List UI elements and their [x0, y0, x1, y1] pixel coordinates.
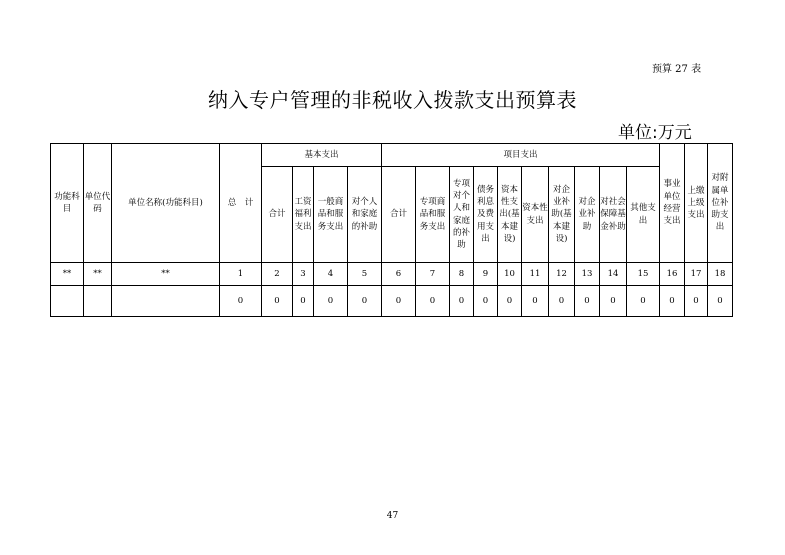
data-cell: 0	[685, 286, 708, 317]
header-unit-code: 单位代码	[84, 144, 112, 263]
index-cell: 3	[293, 263, 314, 286]
data-cell: 0	[708, 286, 733, 317]
data-cell: 0	[600, 286, 627, 317]
index-cell: 15	[627, 263, 660, 286]
index-cell: **	[112, 263, 220, 286]
data-row	[51, 286, 733, 317]
header-capital-construction: 资本性支出(基本建设)	[498, 167, 522, 263]
index-cell: 18	[708, 263, 733, 286]
data-cell: 0	[416, 286, 450, 317]
data-cell: 0	[627, 286, 660, 317]
data-cell: 0	[314, 286, 348, 317]
index-cell: 1	[220, 263, 262, 286]
header-capital: 资本性支出	[522, 167, 549, 263]
header-general-goods: 一般商品和服务支出	[314, 167, 348, 263]
index-cell: 12	[549, 263, 575, 286]
index-cell: 11	[522, 263, 549, 286]
header-individual-subsidy: 对个人和家庭的补助	[348, 167, 382, 263]
header-enterprise-construction: 对企业补助(基本建设)	[549, 167, 575, 263]
header-unit-name: 单位名称(功能科目)	[112, 144, 220, 263]
index-cell: 10	[498, 263, 522, 286]
header-wages: 工资福利支出	[293, 167, 314, 263]
index-cell: 6	[382, 263, 416, 286]
index-cell: 9	[474, 263, 498, 286]
header-other: 其他支出	[627, 167, 660, 263]
header-debt-interest: 债务利息及费用支出	[474, 167, 498, 263]
header-institution-operation: 事业单位经营支出	[660, 144, 685, 263]
header-enterprise: 对企业补助	[575, 167, 600, 263]
header-project-total: 合计	[382, 167, 416, 263]
header-special-individual: 专项对个人和家庭的补助	[450, 167, 474, 263]
data-cell: 0	[348, 286, 382, 317]
index-cell: **	[51, 263, 84, 286]
index-cell: 17	[685, 263, 708, 286]
header-project-group: 项目支出	[382, 144, 660, 167]
index-cell: 7	[416, 263, 450, 286]
index-row	[51, 263, 733, 286]
header-total: 总 计	[220, 144, 262, 263]
data-cell: 0	[522, 286, 549, 317]
data-cell: 0	[382, 286, 416, 317]
data-cell: 0	[660, 286, 685, 317]
data-cell: 0	[262, 286, 293, 317]
header-affiliated-subsidy: 对附属单位补助支出	[708, 144, 733, 263]
index-cell: 8	[450, 263, 474, 286]
page-title: 纳入专户管理的非税收入拨款支出预算表	[208, 88, 577, 112]
unit-label: 单位:万元	[618, 123, 692, 143]
page-number: 47	[386, 511, 399, 521]
data-cell: 0	[549, 286, 575, 317]
index-cell: 5	[348, 263, 382, 286]
index-cell: **	[84, 263, 112, 286]
index-cell: 14	[600, 263, 627, 286]
data-cell: 0	[450, 286, 474, 317]
index-cell: 16	[660, 263, 685, 286]
table-number: 预算 27 表	[652, 64, 702, 75]
index-cell: 2	[262, 263, 293, 286]
data-cell: 0	[220, 286, 262, 317]
header-basic-total: 合计	[262, 167, 293, 263]
data-cell: 0	[474, 286, 498, 317]
header-basic-group: 基本支出	[262, 144, 382, 167]
data-cell	[112, 286, 220, 317]
data-cell: 0	[293, 286, 314, 317]
index-cell: 4	[314, 263, 348, 286]
header-func-subject: 功能科目	[51, 144, 84, 263]
index-cell: 13	[575, 263, 600, 286]
data-cell: 0	[498, 286, 522, 317]
data-cell	[84, 286, 112, 317]
header-social-security: 对社会保障基金补助	[600, 167, 627, 263]
data-cell: 0	[575, 286, 600, 317]
header-special-goods: 专项商品和服务支出	[416, 167, 450, 263]
header-upper-payment: 上缴上级支出	[685, 144, 708, 263]
budget-table	[50, 143, 733, 317]
data-cell	[51, 286, 84, 317]
